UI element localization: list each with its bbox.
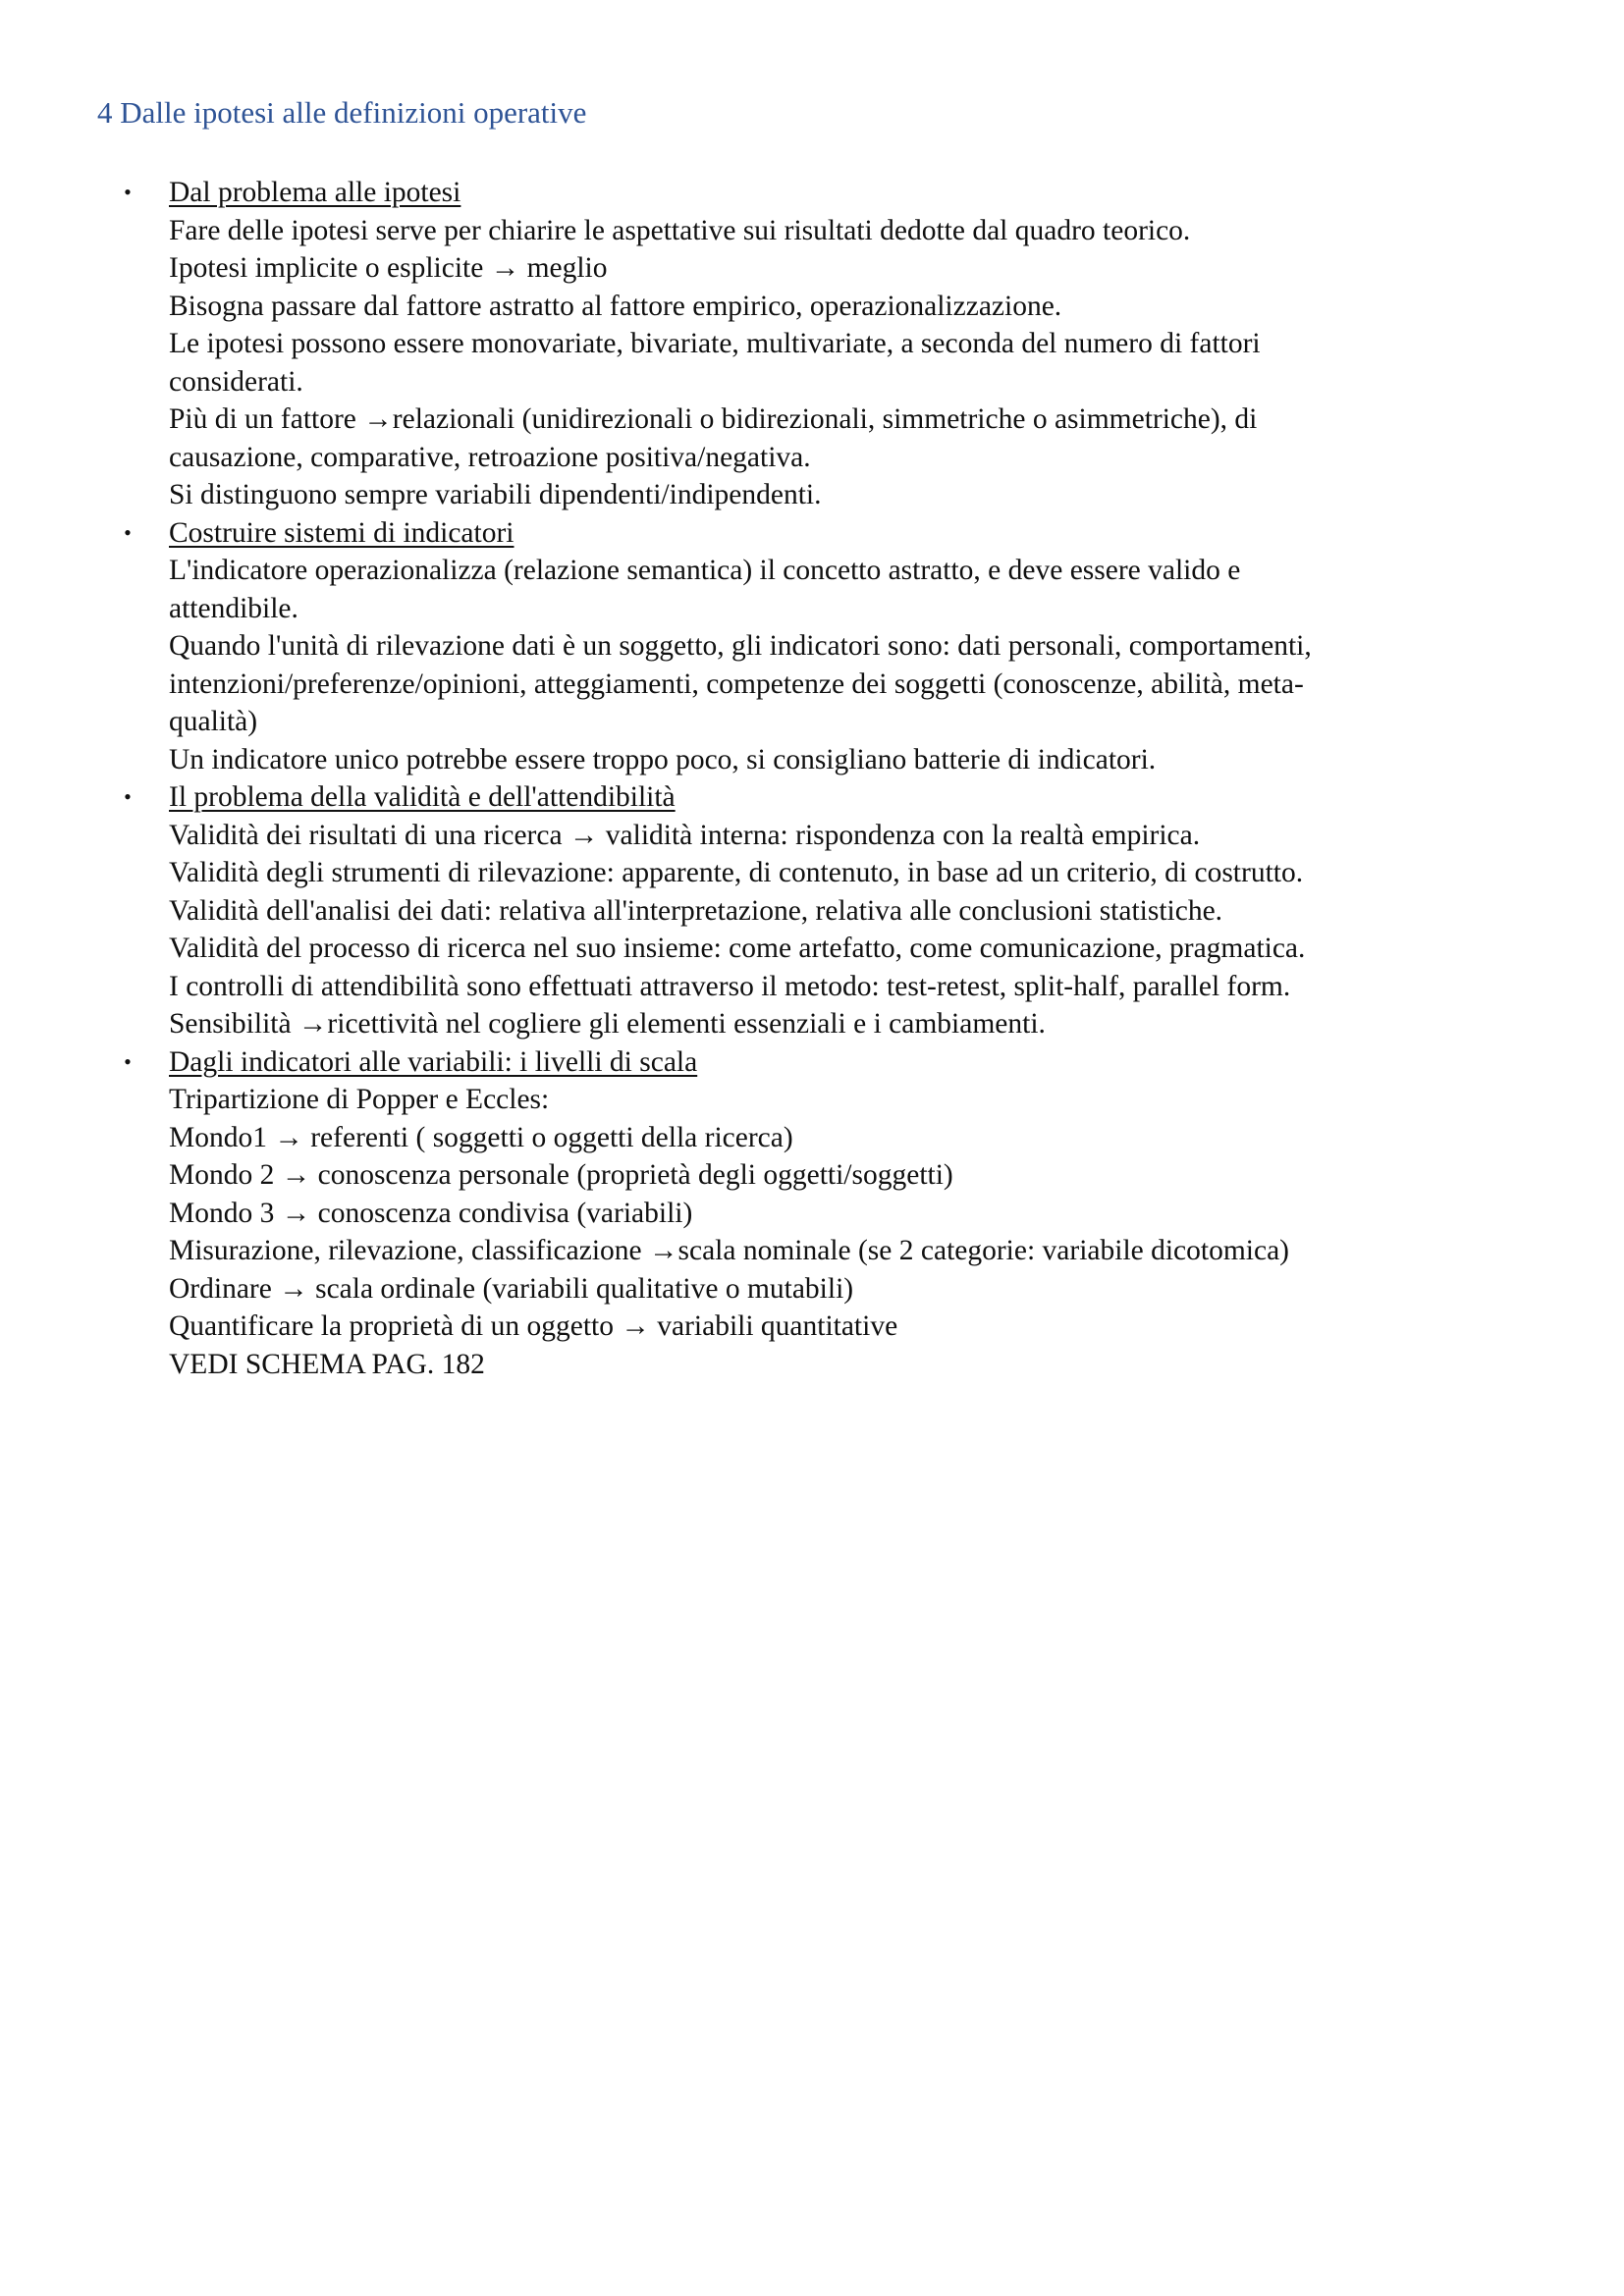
text-line: qualità) bbox=[169, 706, 258, 737]
text-line: intenzioni/preferenze/opinioni, atteggiamenti, competenze dei soggetti (conoscenze, abilità, meta- bbox=[169, 667, 1304, 700]
text-line: VEDI SCHEMA PAG. 182 bbox=[169, 1348, 485, 1380]
text-line: Validità dell'analisi dei dati: relativa all'interpretazione, relativa alle conclusioni statistiche. bbox=[169, 894, 1223, 927]
text-line: Più di un fattore →relazionali (unidirezionali o bidirezionali, simmetriche o asimmetriche), di bbox=[169, 403, 1258, 435]
text-line: I controlli di attendibilità sono effettuati attraverso il metodo: test-retest, split-half, parallel form. bbox=[169, 970, 1291, 1002]
section-title: Dagli indicatori alle variabili: i livelli di scala bbox=[169, 1045, 698, 1078]
text-line: Validità degli strumenti di rilevazione: apparente, di contenuto, in base ad un criterio, di costrutto. bbox=[169, 857, 1304, 888]
text-line: causazione, comparative, retroazione positiva/negativa. bbox=[169, 441, 811, 473]
text-line: Tripartizione di Popper e Eccles: bbox=[169, 1084, 550, 1115]
section-indicators bbox=[0, 514, 1624, 779]
text-line: Mondo 3 → conoscenza condivisa (variabili) bbox=[169, 1197, 693, 1229]
text-line: Un indicatore unico potrebbe essere troppo poco, si consigliano batterie di indicatori. bbox=[169, 743, 1157, 775]
text-line: Ordinare → scala ordinale (variabili qualitative o mutabili) bbox=[169, 1272, 854, 1305]
section-scale-levels bbox=[0, 1043, 1624, 1384]
text-line: L'indicatore operazionalizza (relazione semantica) il concetto astratto, e deve essere valido e bbox=[169, 555, 1241, 586]
page-heading: 4 Dalle ipotesi alle definizioni operative bbox=[97, 95, 587, 130]
text-line: Mondo1 → referenti ( soggetti o oggetti della ricerca) bbox=[169, 1121, 793, 1153]
text-line: Misurazione, rilevazione, classificazione →scala nominale (se 2 categorie: variabile dicotomica) bbox=[169, 1235, 1289, 1266]
text-line: Bisogna passare dal fattore astratto al fattore empirico, operazionalizzazione. bbox=[169, 290, 1062, 322]
bullet-icon: • bbox=[124, 519, 132, 545]
text-line: Si distinguono sempre variabili dipendenti/indipendenti. bbox=[169, 479, 822, 510]
text-line: Quantificare la proprietà di un oggetto → variabili quantitative bbox=[169, 1310, 898, 1342]
section-list bbox=[0, 174, 1624, 1383]
section-title: Costruire sistemi di indicatori bbox=[169, 516, 514, 549]
bullet-icon: • bbox=[124, 1048, 132, 1074]
text-line: Le ipotesi possono essere monovariate, bivariate, multivariate, a seconda del numero di fattori bbox=[169, 328, 1261, 359]
text-line: Quando l'unità di rilevazione dati è un soggetto, gli indicatori sono: dati personali, comportamenti, bbox=[169, 630, 1312, 662]
section-title: Il problema della validità e dell'attendibilità bbox=[169, 781, 676, 813]
text-line: Validità del processo di ricerca nel suo insieme: come artefatto, come comunicazione, pragmatica. bbox=[169, 933, 1306, 964]
text-line: attendibile. bbox=[169, 592, 298, 624]
bullet-icon: • bbox=[124, 180, 132, 204]
section-validity bbox=[0, 778, 1624, 1043]
text-line: Sensibilità →ricettività nel cogliere gli elementi essenziali e i cambiamenti. bbox=[169, 1008, 1046, 1040]
bullet-icon: • bbox=[124, 784, 132, 809]
text-line: Mondo 2 → conoscenza personale (proprietà degli oggetti/soggetti) bbox=[169, 1159, 953, 1191]
text-line: Fare delle ipotesi serve per chiarire le aspettative sui risultati dedotte dal quadro teorico. bbox=[169, 214, 1191, 246]
section-title: Dal problema alle ipotesi bbox=[169, 177, 461, 208]
section-hypotheses bbox=[0, 174, 1624, 514]
text-line: considerati. bbox=[169, 365, 303, 398]
text-line: Validità dei risultati di una ricerca → validità interna: rispondenza con la realtà empirica. bbox=[169, 819, 1201, 851]
text-line: Ipotesi implicite o esplicite → meglio bbox=[169, 252, 608, 284]
